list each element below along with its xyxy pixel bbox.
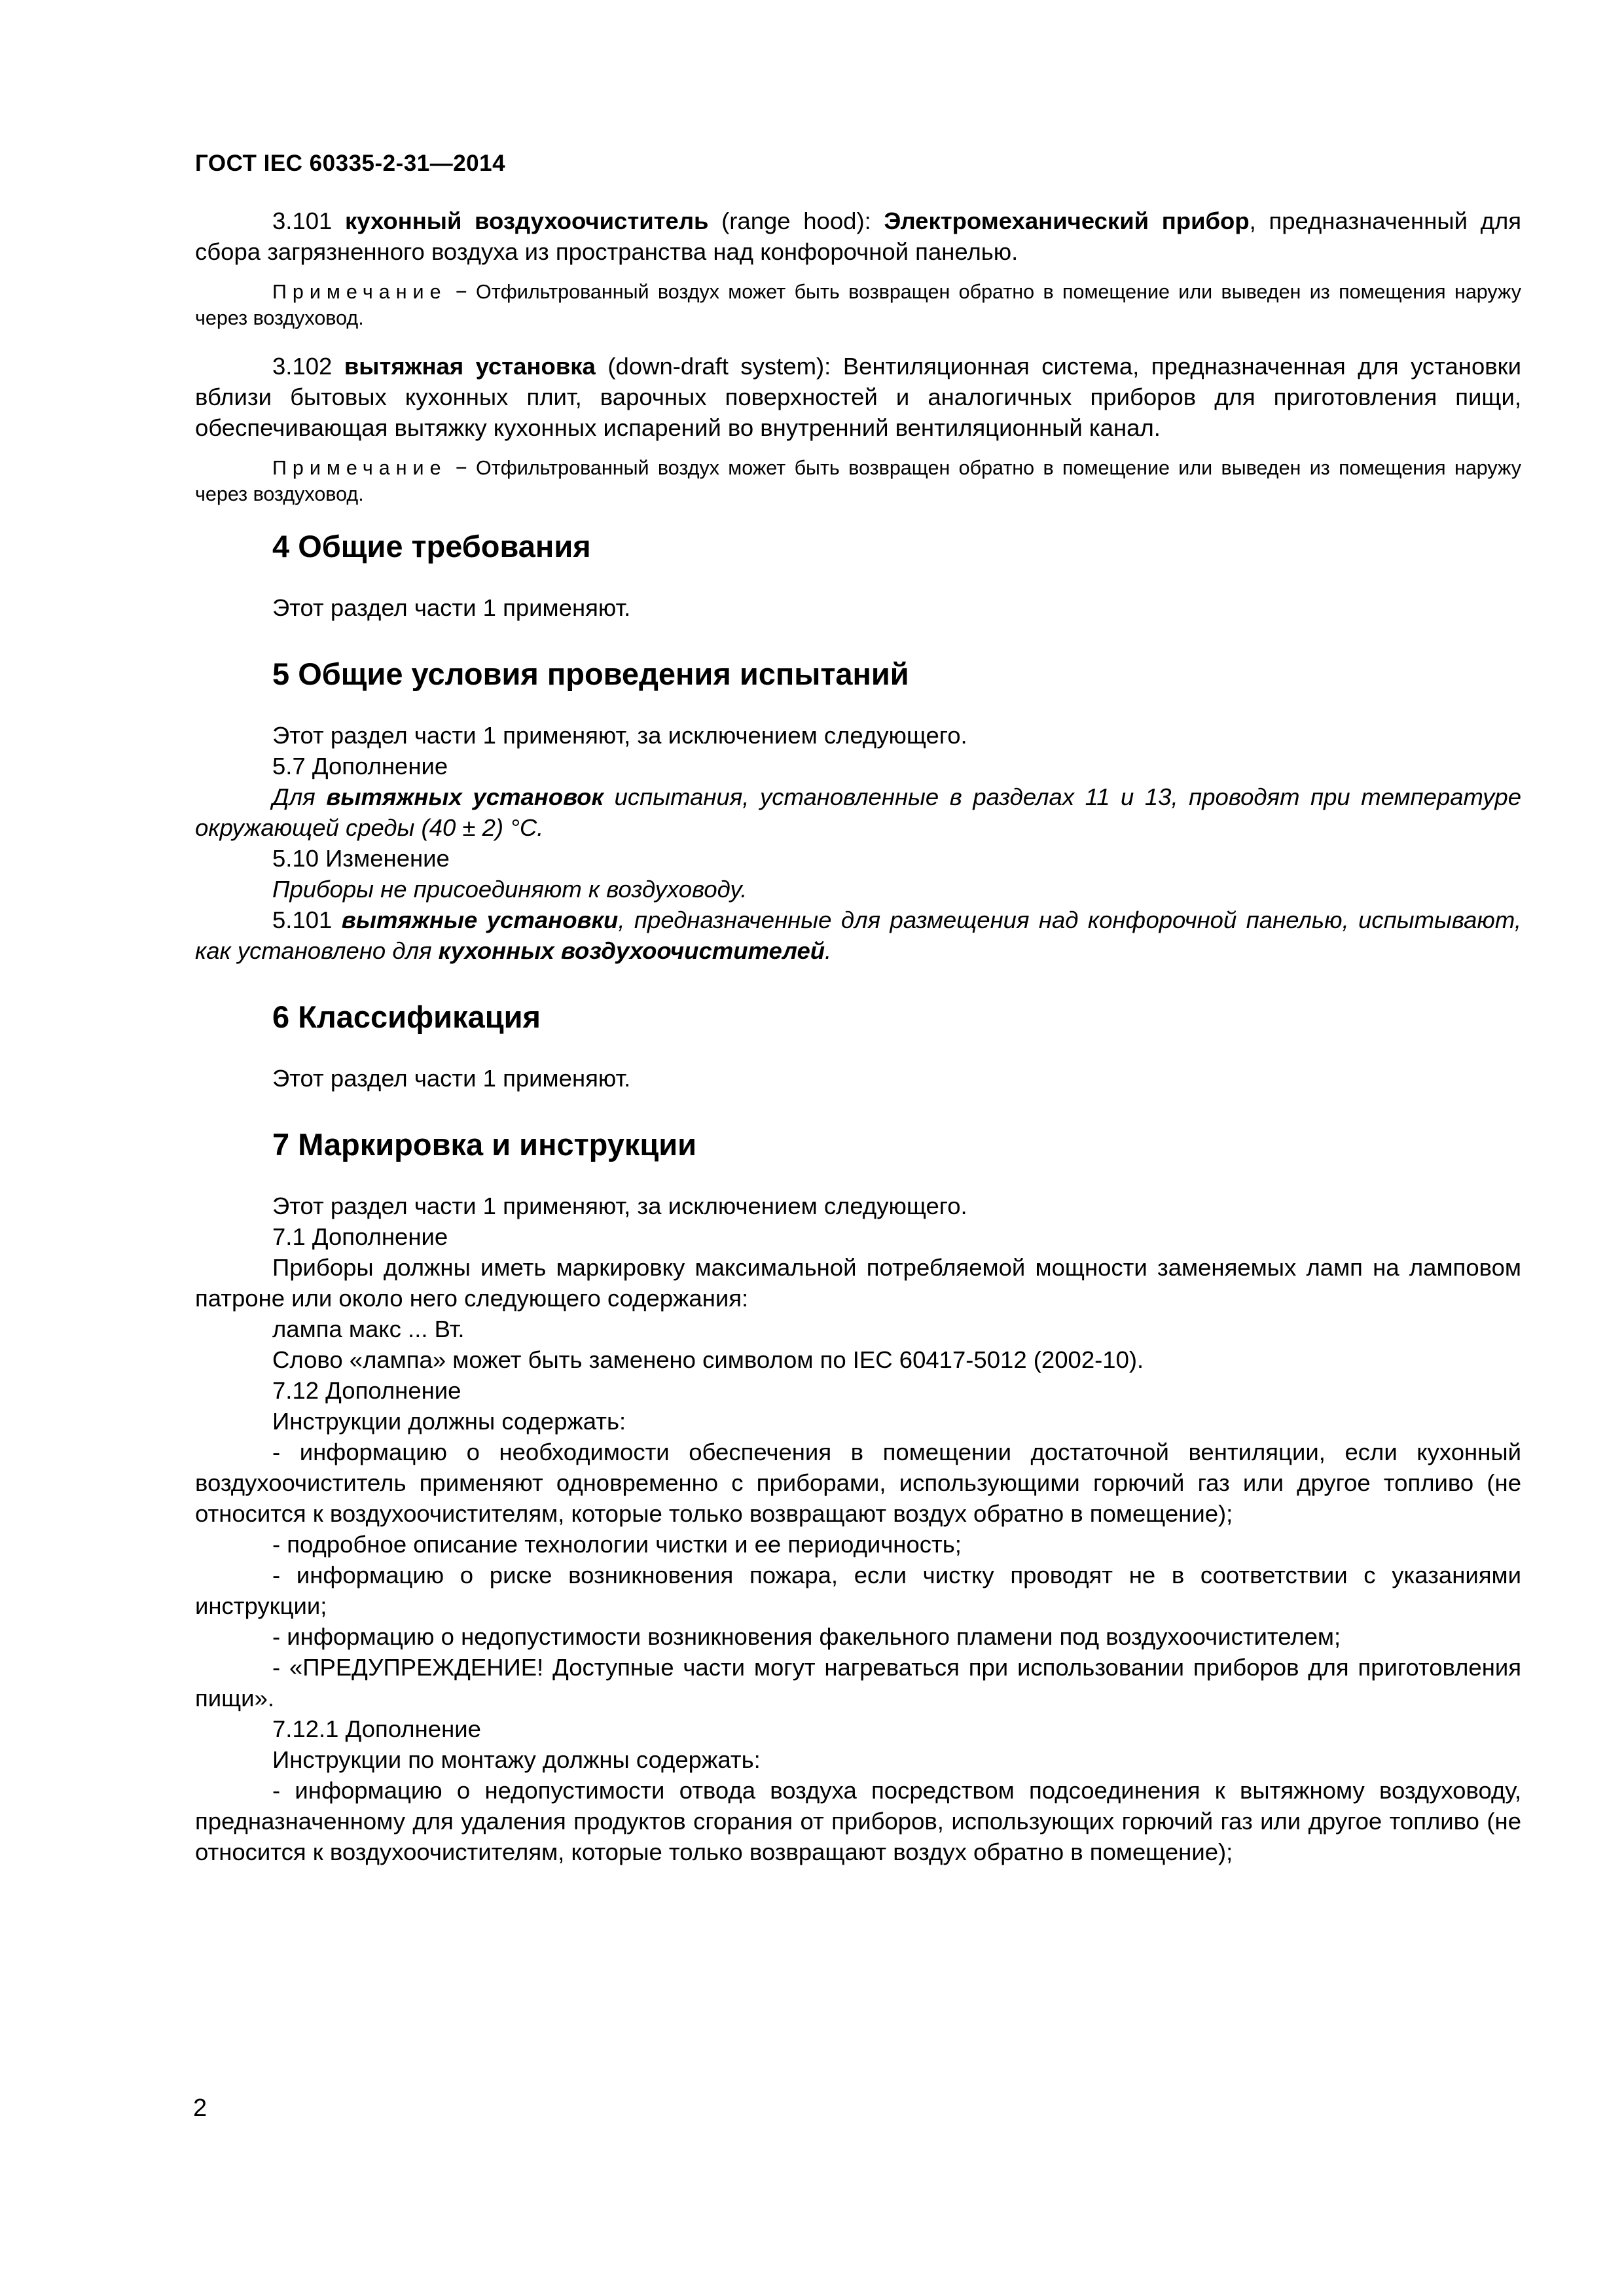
text-part: испытания, установленные в разделах 11 и 13, проводят при температуре окружающей среды (40 ± 2) °С.	[195, 783, 1521, 841]
clause-7-12-1: 7.12.1 Дополнение	[272, 1715, 481, 1742]
document-page	[195, 151, 1521, 1867]
list-item: - «ПРЕДУПРЕЖДЕНИЕ! Доступные части могут нагреваться при использовании приборов для приготовления пищи».	[195, 1654, 1521, 1712]
term: вытяжная установка	[344, 353, 596, 380]
term-en: (range hood):	[708, 207, 884, 234]
clause-number: 3.102	[272, 353, 344, 380]
clause-5-7: 5.7 Дополнение	[272, 753, 448, 780]
term-ref: Электромеханический прибор	[884, 207, 1250, 234]
list-item: - информацию о риске возникновения пожара, если чистку проводят не в соответствии с указаниями инструкции;	[195, 1562, 1521, 1619]
term: кухонных воздухоочистителей	[438, 937, 825, 964]
section-6-text: Этот раздел части 1 применяют.	[272, 1065, 631, 1092]
clause-number: 3.101	[272, 207, 345, 234]
clause-3-102	[195, 351, 1521, 443]
section-5-text: Этот раздел части 1 применяют, за исключением следующего.	[272, 722, 967, 749]
text-part: .	[825, 937, 832, 964]
section-7-heading: 7 Маркировка и инструкции	[272, 1127, 697, 1162]
term: кухонный воздухоочиститель	[345, 207, 709, 234]
section-4-heading: 4 Общие требования	[272, 529, 591, 564]
term: вытяжные установки	[341, 906, 619, 933]
list-item: - информацию о необходимости обеспечения в помещении достаточной вентиляции, если кухонный воздухоочиститель применяют одновременно с приборами, использующими горючий газ или другое топливо (не относится к воздухоочистителям, которые только возвращают воздух обратно в помещение);	[195, 1439, 1521, 1527]
clause-5-101	[195, 905, 1521, 966]
section-6-heading: 6 Классификация	[272, 999, 541, 1034]
clause-7-12-text: Инструкции должны содержать:	[272, 1408, 626, 1435]
clause-7-1-word: Слово «лампа» может быть заменено символом по IEC 60417-5012 (2002-10).	[272, 1346, 1144, 1373]
page-number: 2	[193, 2094, 208, 2122]
section-7-text: Этот раздел части 1 применяют, за исключением следующего.	[272, 1193, 967, 1219]
list-item: - подробное описание технологии чистки и ее периодичность;	[272, 1531, 962, 1558]
clause-7-1-text: Приборы должны иметь маркировку максимальной потребляемой мощности заменяемых ламп на ламповом патроне или около него следующего содержания:	[195, 1254, 1521, 1312]
term-en: (down-draft system):	[595, 353, 843, 380]
note-1	[195, 279, 1521, 331]
section-4-text: Этот раздел части 1 применяют.	[272, 594, 631, 621]
clause-3-101	[195, 206, 1521, 267]
note-2	[195, 455, 1521, 507]
clause-5-10: 5.10 Изменение	[272, 845, 450, 872]
clause-5-10-text: Приборы не присоединяют к воздуховоду.	[272, 876, 748, 903]
note-text: − Отфильтрованный воздух может быть возвращен обратно в помещение или выведен из помещения наружу через воздуховод.	[195, 281, 1521, 329]
definition-text: , предназначенный для сбора загрязненного воздуха из пространства над конфорочной панелью.	[195, 207, 1522, 265]
clause-7-1: 7.1 Дополнение	[272, 1223, 448, 1250]
term: вытяжных установок	[326, 783, 604, 810]
clause-number: 5.101	[272, 906, 342, 933]
clause-7-12-1-text: Инструкции по монтажу должны содержать:	[272, 1746, 761, 1773]
note-text: − Отфильтрованный воздух может быть возвращен обратно в помещение или выведен из помещения наружу через воздуховод.	[195, 457, 1521, 505]
note-label: Примечание	[272, 281, 447, 303]
clause-7-1-lamp: лампа макс ... Вт.	[272, 1316, 465, 1342]
clause-5-7-text	[195, 781, 1521, 843]
list-item: - информацию о недопустимости возникновения факельного пламени под воздухоочистителем;	[272, 1623, 1341, 1650]
note-label: Примечание	[272, 457, 447, 479]
text-part: , предназначенные для размещения над конфорочной панелью, испытывают, как установлено для	[195, 906, 1521, 964]
text-part: Для	[272, 783, 327, 810]
definition-text: Вентиляционная система, предназначенная для установки вблизи бытовых кухонных плит, варочных поверхностей и аналогичных приборов для приготовления пищи, обеспечивающая вытяжку кухонных испарений во внутренний вентиляционный канал.	[195, 353, 1521, 441]
list-item: - информацию о недопустимости отвода воздуха посредством подсоединения к вытяжному воздуховоду, предназначенному для удаления продуктов сгорания от приборов, использующих горючий газ или другое топливо (не относится к воздухоочистителям, которые только возвращают воздух обратно в помещение);	[195, 1777, 1521, 1865]
clause-7-12: 7.12 Дополнение	[272, 1377, 461, 1404]
section-5-heading: 5 Общие условия проведения испытаний	[272, 656, 909, 691]
document-header: ГОСТ IEC 60335-2-31—2014	[195, 151, 506, 176]
